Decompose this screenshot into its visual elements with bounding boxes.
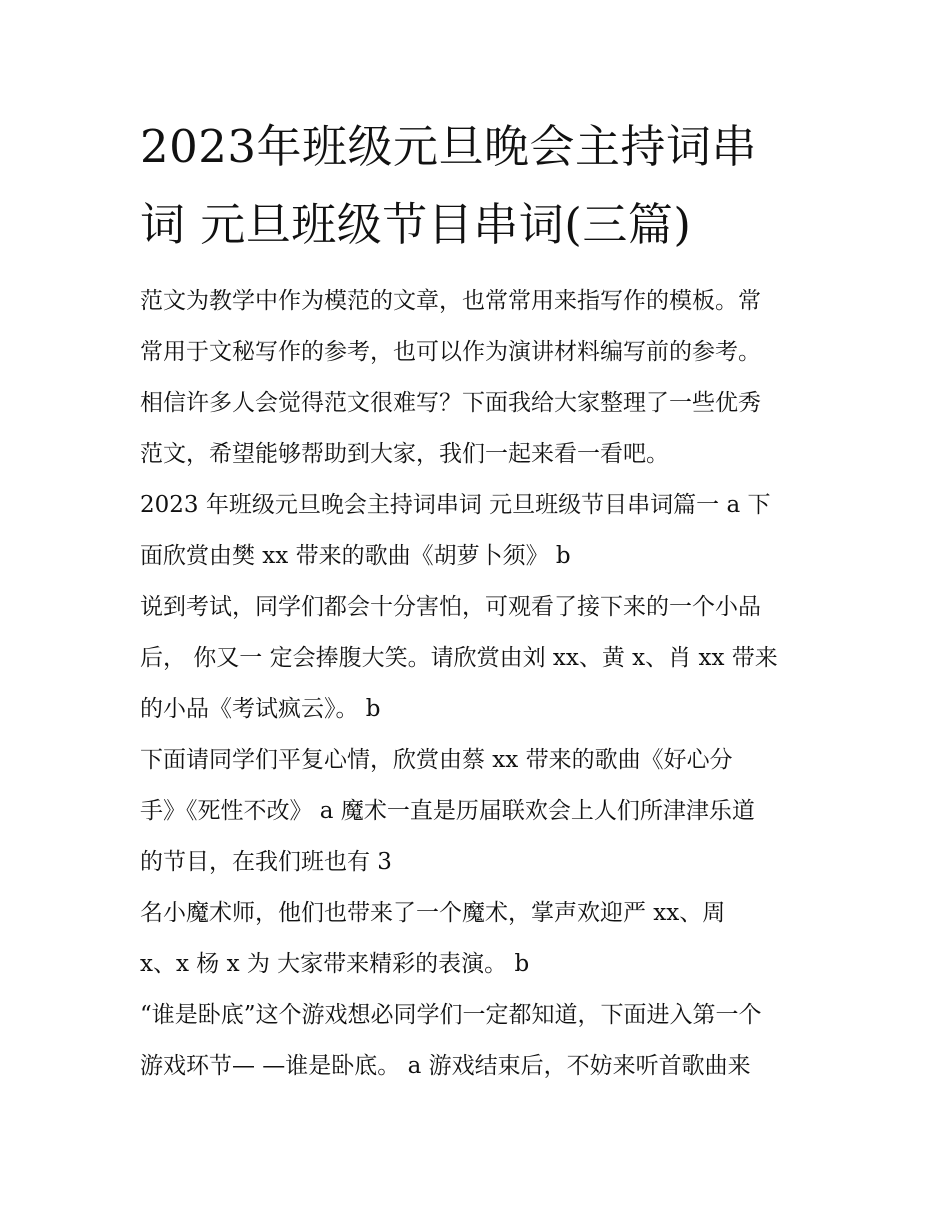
body-line: 手》《死性不改》 a 魔术一直是历届联欢会上人们所津津乐道: [140, 798, 755, 824]
body-line: 常用于文秘写作的参考，也可以作为演讲材料编写前的参考。: [140, 339, 761, 365]
body-line: 的节目，在我们班也有 3: [140, 849, 392, 875]
body-line: 说到考试，同学们都会十分害怕，可观看了接下来的一个小品: [140, 594, 761, 620]
body-line: “谁是卧底”这个游戏想必同学们一定都知道，下面进入第一个: [140, 1002, 762, 1028]
title-line-1: 2023年班级元旦晚会主持词串: [140, 120, 758, 173]
body-line: 相信许多人会觉得范文很难写？下面我给大家整理了一些优秀: [140, 390, 761, 416]
body-line: 游戏环节— —谁是卧底。 a 游戏结束后，不妨来听首歌曲来: [140, 1053, 751, 1079]
body-line: 2023 年班级元旦晚会主持词串词 元旦班级节目串词篇一 a 下: [140, 492, 771, 518]
body-line: 名小魔术师，他们也带来了一个魔术，掌声欢迎严 xx、周: [140, 900, 726, 926]
body-line: x、x 杨 x 为 大家带来精彩的表演。 b: [140, 951, 530, 977]
body-line: 面欣赏由樊 xx 带来的歌曲《胡萝卜须》 b: [140, 543, 571, 569]
body-line: 后， 你又一 定会捧腹大笑。请欣赏由刘 xx、黄 x、肖 xx 带来: [140, 645, 778, 671]
body-line: 下面请同学们平复心情，欣赏由蔡 xx 带来的歌曲《好心分: [140, 747, 733, 773]
body-line: 范文为教学中作为模范的文章，也常常用来指写作的模板。常: [140, 288, 761, 314]
document-title: [140, 108, 830, 264]
title-line-2: 词 元旦班级节目串词(三篇): [140, 198, 692, 251]
body-line: 范文，希望能够帮助到大家，我们一起来看一看吧。: [140, 441, 669, 467]
document-body: [140, 276, 830, 1092]
body-line: 的小品《考试疯云》。 b: [140, 696, 381, 722]
